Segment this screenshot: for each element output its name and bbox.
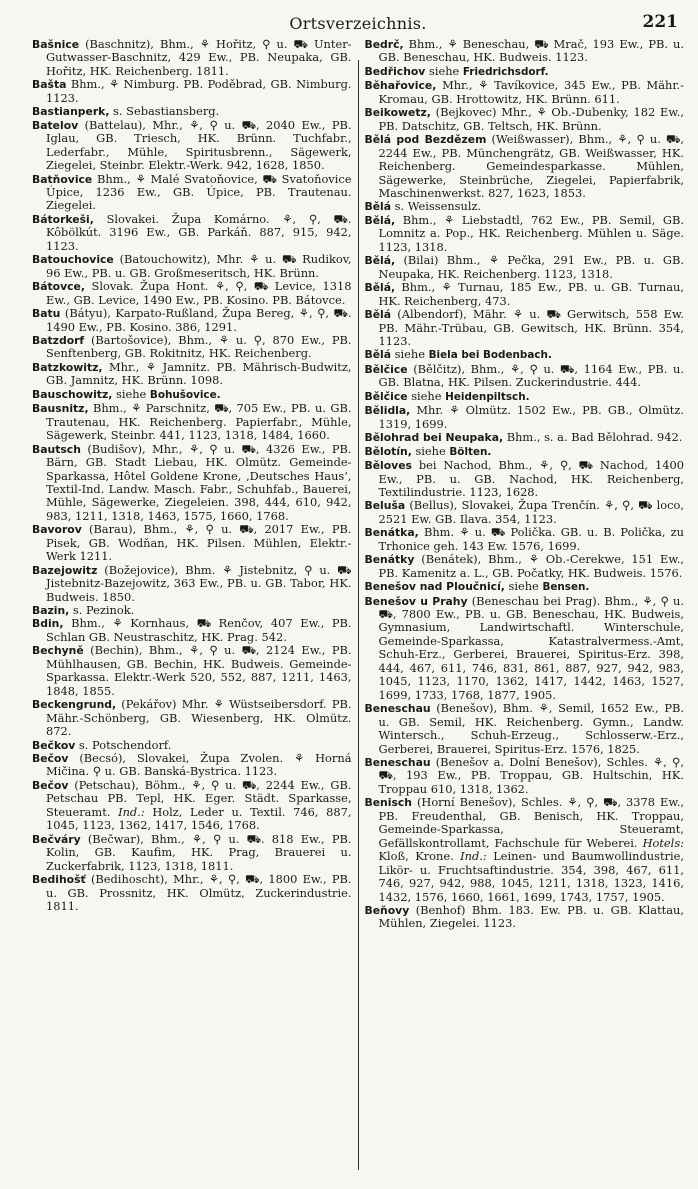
directory-entry (32, 386, 352, 402)
entry-headword: Batzkowitz, (32, 360, 103, 374)
directory-entry (32, 252, 352, 280)
entry-headword: Bauschowitz, (32, 387, 113, 401)
page-header (32, 0, 684, 38)
entry-headword: Bedihošť (32, 873, 86, 887)
entry-headword: Bělohrad bei Neupaka, (364, 431, 504, 445)
entry-headword: Běhařovice, (364, 79, 437, 93)
entry-headword: Batzdorf (32, 333, 85, 347)
entry-headword: Bečov (32, 778, 69, 792)
entry-text: (Batouchowitz), Mhr. ⚘ u. ⛟ Rudikov, 96 Ew., PB. u. GB. Großmeseritsch, HK. Brünn. (46, 252, 352, 280)
entry-text: (Beneschau bei Prag). Bhm., ⚘, ⚲ u. ⛟, 7800 Ew., PB. u. GB. Beneschau, HK. Budweis, Gymnasium, Landwirtschaftl. Winterschule, Gemeinde-Sparkassa, Katastralvermess.-Amt, Schuh-Erz., Gerberei, Brauerei, Spiritus-Erz. 398, 444, 467, 611, 746, 831, 861, 887, 927, 942, 983, 1045, 1123, 1170, 1362, 1417, 1442, 1463, 1527, 1699, 1733, 1768, 1877, 1905. (378, 593, 684, 702)
entry-headword: Bašta (32, 78, 67, 92)
entry-headword: Bátorkeši, (32, 212, 94, 226)
entry-headword: Beluša (364, 499, 406, 513)
directory-entry (364, 212, 685, 254)
entry-headword: Bělá pod Bezdězem (364, 133, 487, 147)
entry-text: siehe (504, 579, 543, 594)
directory-entry (364, 78, 685, 106)
directory-entry (364, 403, 685, 431)
entry-text: siehe (425, 63, 463, 78)
entry-headword: Batu (32, 307, 61, 321)
directory-entry (364, 498, 685, 526)
directory-entry (364, 280, 685, 308)
entry-italic-label: Ind.: (118, 804, 145, 819)
entry-text: Mhr., ⚘ Jamnitz. PB. Mährisch-Budwitz, GB. Jamnitz, HK. Brünn. 1098. (46, 359, 352, 388)
entry-headword: Bělotín, (364, 444, 412, 458)
entry-text: Bhm., ⚘ Liebstadtl, 762 Ew., PB. Semil, GB. Lomnitz a. Pop., HK. Reichenberg. Mühlen u. Säge. 1123, 1318. (378, 212, 684, 254)
entry-text: (Battelau), Mhr., ⚘, ⚲ u. ⛟, 2040 Ew., PB. Iglau, GB. Triesch, HK. Brünn. Tuchfabr., Lederfabr., Mühle, Spiritusbrenn., Sägewerk, Ziegelei, Steinbr. Elektr.-Werk. 942, 1628, 1850. (46, 117, 352, 173)
entry-headword: Bastianperk, (32, 105, 110, 119)
directory-entry (364, 458, 685, 499)
directory-entry (32, 359, 352, 388)
directory-entry (32, 831, 352, 873)
directory-entry (32, 737, 352, 752)
directory-entry (32, 562, 352, 604)
entry-headword: Bátovce, (32, 280, 85, 294)
directory-entry (32, 171, 352, 213)
entry-text: (Weißwasser), Bhm., ⚘, ⚲ u. ⛟, 2244 Ew., PB. Münchengrätz, GB. Weißwasser, HK. Reichenberg. Gemeindesparkasse. Mühlen, Sägewerke, Steinbrüche, Ziegelei, Papierfabrik, Maschinenwerkst. 827, 1623, 1853. (378, 132, 684, 200)
entry-see-reference: Biela bei Bodenbach. (428, 349, 552, 362)
directory-entry (32, 603, 352, 618)
entry-headword: Bedrč, (364, 38, 404, 51)
directory-entry (364, 105, 685, 133)
directory-entry (364, 701, 685, 756)
directory-entry (32, 211, 352, 253)
entry-text: Slovak. Župa Hont. ⚘, ⚲, ⛟ Levice, 1318 Ew., GB. Levice, 1490 Ew., PB. Kosino. PB. Bátovce. (46, 279, 352, 307)
entry-text: (Bechin), Bhm., ⚘, ⚲ u. ⛟, 2124 Ew., PB. Mühlhausen, GB. Bechin, HK. Budweis. Gemeinde-Sparkassa. Elektr.-Werk 520, 552, 887, 1211, 1463, 1848, 1855. (46, 643, 352, 698)
directory-entry (364, 199, 685, 214)
entry-headword: Bělčice (364, 389, 408, 403)
entry-text: siehe (112, 386, 150, 401)
directory-entry (32, 441, 352, 524)
entry-headword: Benešov u Prahy (364, 594, 468, 608)
entry-text: Bhm., ⚘ Beneschau, ⛟ Mrač, 193 Ew., PB. u. GB. Beneschau, HK. Budweis. 1123. (378, 38, 684, 65)
entry-text: Bhm., ⚘ Turnau, 185 Ew., PB. u. GB. Turnau, HK. Reichenberg, 473. (378, 280, 684, 308)
directory-entry (364, 525, 685, 553)
entry-headword: Bausnitz, (32, 402, 89, 416)
entry-headword: Bečváry (32, 832, 81, 846)
two-column-body (32, 38, 684, 1179)
entry-text: Bhm., ⚘ Nimburg. PB. Poděbrad, GB. Nimburg. 1123. (46, 77, 352, 105)
entry-italic-label: Hotels: (642, 835, 684, 850)
entry-text: Leinen- und Baumwollindustrie, Likör- u. Fruchtsaftindustrie. 354, 398, 467, 611, 746, 927, 942, 988, 1045, 1211, 1318, 1323, 1416, 1432, 1576, 1660, 1661, 1699, 1743, 1757, 1905. (378, 849, 684, 904)
entry-text: Slovakei. Župa Komárno. ⚘, ⚲, ⛟. Kôbölkút. 3196 Ew., GB. Parkáň. 887, 915, 942, 1123. (46, 211, 352, 253)
entry-headword: Bělá (364, 308, 392, 322)
directory-entry (364, 755, 685, 796)
entry-headword: Beckengrund, (32, 698, 117, 712)
entry-text: (Benešov a. Dolní Benešov), Schles. ⚘, ⚲, ⛟, 193 Ew., PB. Troppau, GB. Hultschin, HK. Troppau 610, 1318, 1362. (378, 755, 684, 796)
entry-headword: Beneschau (364, 702, 431, 716)
entry-see-reference: Bensen. (542, 581, 590, 594)
directory-entry (32, 872, 352, 913)
directory-entry (32, 401, 352, 443)
entry-text: (Barau), Bhm., ⚘, ⚲ u. ⛟, 2017 Ew., PB. Pisek, GB. Wodňan, HK. Pilsen. Mühlen, Elektr.-Werk 1211. (46, 522, 352, 564)
directory-entry (364, 552, 685, 580)
entry-text: (Benátek), Bhm., ⚘ Ob.-Cerekwe, 151 Ew., PB. Kamenitz a. L., GB. Počatky, HK. Budweis. 1576. (378, 552, 684, 580)
entry-headword: Batouchovice (32, 253, 114, 267)
entry-headword: Bazin, (32, 604, 70, 618)
entry-text: siehe (391, 347, 429, 362)
entry-headword: Beneschau (364, 756, 431, 770)
directory-entry (364, 361, 685, 390)
entry-headword: Bělá, (364, 254, 396, 268)
entry-text: s. Weissensulz. (391, 199, 482, 214)
entry-text: (Božejovice), Bhm. ⚘ Jistebnitz, ⚲ u. ⛟ Jistebnitz-Bazejowitz, 363 Ew., PB. u. GB. Tabor, HK. Budweis. 1850. (46, 562, 352, 604)
entry-see-reference: Bohušovice. (149, 388, 221, 401)
entry-text: (Baschnitz), Bhm., ⚘ Hořitz, ⚲ u. ⛟ Unter-Gutwasser-Baschnitz, 429 Ew., PB. Neupaka, GB. Hořitz, HK. Reichenberg. 1811. (46, 38, 352, 78)
directory-entry (32, 697, 352, 739)
entry-text: (Bedihoscht), Mhr., ⚘, ⚲, ⛟, 1800 Ew., PB. u. GB. Prossnitz, HK. Olmütz, Zuckerindustrie. 1811. (46, 872, 352, 913)
entry-headword: Batelov (32, 118, 79, 132)
entry-text: s. Potschendorf. (75, 737, 172, 752)
directory-entry (32, 751, 352, 779)
directory-entry (364, 430, 685, 445)
entry-headword: Bašnice (32, 38, 80, 51)
entry-headword: Bělá (364, 348, 392, 362)
entry-headword: Beňovy (364, 904, 410, 917)
entry-italic-label: Ind.: (460, 849, 487, 864)
page-title: Ortsverzeichnis. (289, 14, 427, 33)
entry-text: bei Nachod, Bhm., ⚘, ⚲, ⛟ Nachod, 1400 Ew., PB. u. GB. Nachod, HK. Reichenberg, Textilindustrie. 1123, 1628. (378, 458, 684, 499)
entry-text: (Bejkovec) Mhr., ⚘ Ob.-Dubenky, 182 Ew., PB. Datschitz, GB. Teltsch, HK. Brünn. (378, 105, 684, 133)
entry-see-reference: Heidenpiltsch. (445, 390, 530, 403)
page-number: 221 (642, 12, 678, 32)
entry-headword: Benešov nad Ploučnicí, (364, 580, 505, 594)
entry-text: Bhm. ⚘ u. ⛟ Polička. GB. u. B. Polička, zu Trhonice geh. 143 Ew. 1576, 1699. (378, 525, 684, 553)
directory-entry (364, 593, 685, 703)
entry-text: Kloß, Krone. (378, 849, 461, 864)
directory-entry (32, 38, 352, 78)
entry-text: Mhr., ⚘ Tavíkovice, 345 Ew., PB. Mähr.-Kromau, GB. Hrottowitz, HK. Brünn. 611. (378, 78, 684, 106)
directory-entry (364, 388, 685, 404)
directory-entry (364, 132, 685, 200)
left-column (32, 38, 358, 1179)
entry-headword: Benátka, (364, 526, 419, 540)
entry-headword: Bečov (32, 752, 69, 766)
entry-text: (Bellus), Slovakei, Župa Trenčín. ⚘, ⚲, ⛟ loco, 2521 Ew. GB. Ilava. 354, 1123. (378, 498, 684, 526)
entry-text: (Petschau), Böhm., ⚘, ⚲ u. ⛟, 2244 Ew., GB. Petschau PB. Tepl, HK. Eger. Städt. Sparkasse, Steueramt. (46, 777, 352, 819)
entry-text: Bhm., s. a. Bad Bělohrad. 942. (503, 430, 683, 445)
directory-entry (32, 77, 352, 105)
entry-text: (Bilai) Bhm., ⚘ Pečka, 291 Ew., PB. u. GB. Neupaka, HK. Reichenberg. 1123, 1318. (378, 253, 684, 281)
entry-text: (Becsó), Slovakei, Župa Zvolen. ⚘ Horná Mičina. ⚲ u. GB. Banská-Bystrica. 1123. (46, 751, 352, 779)
entry-headword: Beikowetz, (364, 106, 431, 120)
entry-headword: Bedřichov (364, 64, 426, 78)
entry-text: (Bartošovice), Bhm., ⚘ u. ⚲, 870 Ew., PB. Senftenberg, GB. Rokitnitz, HK. Reichenberg. (46, 332, 352, 361)
entry-headword: Bělčice (364, 362, 408, 376)
directory-entry (32, 117, 352, 173)
entry-headword: Bechyně (32, 644, 84, 658)
directory-entry (364, 253, 685, 281)
entry-headword: Batňovice (32, 172, 93, 186)
entry-text: s. Sebastiansberg. (109, 104, 220, 119)
entry-text: (Bátyu), Karpato-Rußland, Župa Bereg, ⚘, ⚲, ⛟. 1490 Ew., PB. Kosino. 386, 1291. (46, 306, 352, 334)
directory-entry (364, 579, 685, 594)
entry-text: (Benešov), Bhm. ⚘, Semil, 1652 Ew., PB. u. GB. Semil, HK. Reichenberg. Gymn., Landw. Wintersch., Schuh-Erzeug., Schlosserw.-Erz., Gerberei, Brauerei, Spiritus-Erz. 1576, 1825. (378, 701, 684, 756)
directory-entry (364, 903, 685, 931)
entry-text: (Bělčitz), Bhm., ⚘, ⚲ u. ⛟, 1164 Ew., PB. u. GB. Blatna, HK. Pilsen. Zuckerindustrie. 444. (378, 361, 684, 390)
entry-headword: Bdin, (32, 617, 64, 631)
entry-text: Bhm., ⚘ Parschnitz, ⛟, 705 Ew., PB. u. GB. Trautenau, HK. Reichenberg. Papierfabr., Mühle, Sägewerk, Steinbr. 441, 1123, 1318, 1484, 1660. (46, 401, 352, 443)
directory-entry (32, 104, 352, 119)
entry-text: siehe (411, 443, 450, 458)
entry-text: siehe (407, 388, 446, 403)
entry-headword: Benátky (364, 553, 415, 567)
directory-entry (364, 307, 685, 348)
entry-headword: Bělidla, (364, 404, 411, 418)
entry-text: (Benhof) Bhm. 183. Ew. PB. u. GB. Klattau, Mühlen, Ziegelei. 1123. (378, 903, 684, 931)
entry-text: (Albendorf), Mähr. ⚘ u. ⛟ Gerwitsch, 558 Ew. PB. Mähr.-Trübau, GB. Gewitsch, HK. Brünn. 354, 1123. (378, 307, 684, 348)
entry-headword: Běloves (364, 459, 412, 473)
entry-see-reference: Friedrichsdorf. (462, 65, 549, 78)
directory-entry (32, 306, 352, 334)
entry-text: (Budišov), Mhr., ⚘, ⚲ u. ⛟, 4326 Ew., PB. Bärn, GB. Stadt Liebau, HK. Olmütz. Gemeinde-Sparkassa, Hôtel Goldene Krone, ‚Deutsches Haus‘, Textil-Ind. Landw. Masch. Fabr., Schuhfab., Bauerei, Mühle, Sägewerke, Ziegeleien. 398, 444, 610, 942, 983, 1211, 1318, 1463, 1575, 1660, 1768. (46, 441, 352, 523)
entry-headword: Bečkov (32, 738, 76, 752)
entry-headword: Bělá, (364, 281, 396, 295)
directory-entry (32, 332, 352, 361)
directory-entry (364, 63, 685, 79)
entry-text: s. Pezinok. (69, 603, 135, 618)
directory-entry (364, 38, 685, 65)
entry-headword: Bazejowitz (32, 563, 98, 577)
entry-headword: Bělá (364, 200, 392, 214)
entry-see-reference: Bölten. (449, 445, 492, 458)
directory-entry (364, 443, 685, 459)
entry-headword: Benisch (364, 796, 412, 810)
entry-text: Bhm., ⚘ Kornhaus, ⛟ Renčov, 407 Ew., PB. Schlan GB. Neustraschitz, HK. Prag. 542. (46, 616, 352, 644)
entry-headword: Bautsch (32, 442, 81, 456)
entry-text: (Horní Benešov), Schles. ⚘, ⚲, ⛟, 3378 Ew., PB. Freudenthal, GB. Benisch, HK. Troppau, Gemeinde-Sparkassa, Steueramt, Gefällskontrollamt, Fachschule für Weberei. (378, 795, 684, 850)
directory-entry (32, 522, 352, 564)
entry-text: Bhm., ⚘ Malé Svatoňovice, ⛟ Svatoňovice Úpice, 1236 Ew., GB. Úpice, PB. Trautenau. Ziegelei. (46, 171, 352, 213)
entry-headword: Bavorov (32, 523, 82, 537)
right-column (359, 38, 685, 1179)
directory-entry (364, 347, 685, 362)
entry-text: Mhr. ⚘ Olmütz. 1502 Ew., PB. GB., Olmütz. 1319, 1699. (378, 403, 684, 431)
directory-entry (32, 777, 352, 833)
entry-text: (Pekářov) Mhr. ⚘ Wüstseibersdorf. PB. Mähr.-Schönberg, GB. Wiesenberg, HK. Olmütz. 872. (46, 697, 352, 739)
directory-entry (364, 795, 685, 904)
directory-entry (32, 643, 352, 698)
directory-entry (32, 279, 352, 307)
directory-entry (32, 616, 352, 644)
entry-text: (Bečwar), Bhm., ⚘, ⚲ u. ⛟. 818 Ew., PB. Kolin, GB. Kaufim, HK. Prag, Brauerei u. Zuckerfabrik, 1123, 1318, 1811. (46, 831, 352, 873)
entry-headword: Bělá, (364, 213, 396, 227)
entry-text: Holz, Leder u. Textil. 746, 887, 1045, 1123, 1362, 1417, 1546, 1768. (46, 804, 352, 833)
